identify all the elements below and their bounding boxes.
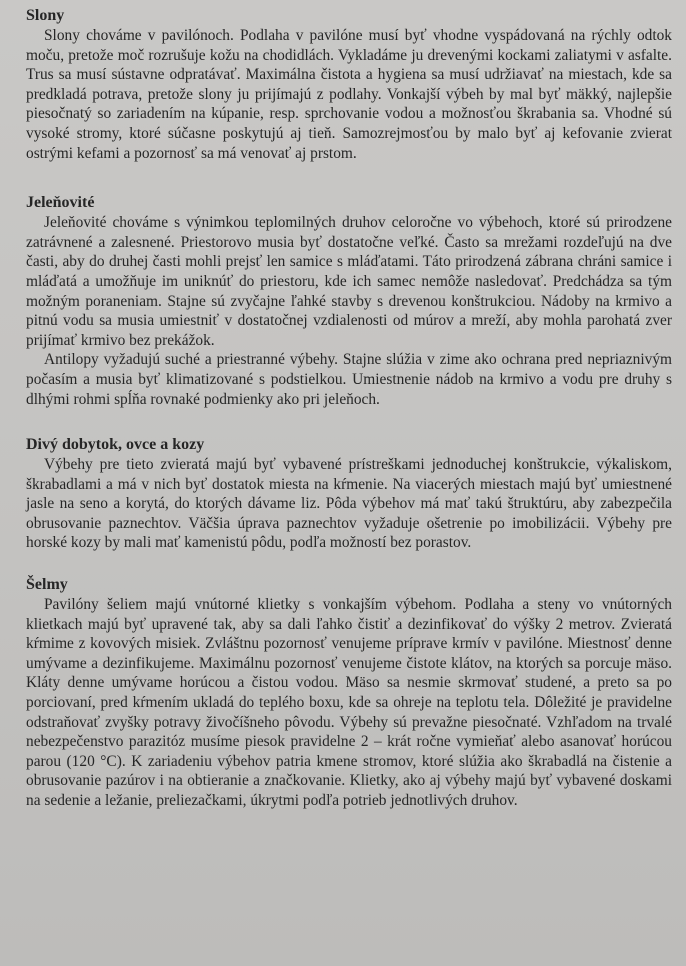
section-divy-dobytok — [26, 435, 672, 553]
paragraph: Slony chováme v pavilónoch. Podlaha v pavilóne musí byť vhodne vyspádovaná na rýchly odtok moču, pretože moč rozrušuje kožu na chodidlách. Vykladáme ju drevenými kockami zaliatymi v asfalte. Trus sa musí sústavne odpratávať. Maximálna čistota a hygiena sa musí udržiavať na miestach, kde sa predkladá potrava, pretože slony ju prijímajú z podlahy. Vonkajší výbeh by mal byť mäkký, najlepšie piesočnatý so zariadením na kúpanie, resp. sprchovanie vodou a možnosťou škrabania sa. Vhodné sú vysoké stromy, ktoré súčasne poskytujú aj tieň. Samozrejmosťou by malo byť aj kefovanie zvierat ostrými kefami a pozornosť sa má venovať aj prstom. — [26, 27, 672, 162]
section-slony — [26, 6, 672, 163]
section-heading: Jeleňovité — [26, 194, 95, 212]
paragraph: Antilopy vyžadujú suché a priestranné výbehy. Stajne slúžia v zime ako ochrana pred nepriaznivým počasím a musia byť klimatizované s podstielkou. Umiestnenie nádob na krmivo a vodu pre druhy s dlhými rohmi spĺňa rovnaké podmienky ako pri jeleňoch. — [26, 351, 672, 408]
section-heading: Divý dobytok, ovce a kozy — [26, 436, 205, 454]
paragraph: Jeleňovité chováme s výnimkou teplomilných druhov celoročne vo výbehoch, ktoré sú prirodzene zatrávnené a zalesnené. Priestorovo musia byť dostatočne veľké. Často sa mrežami rozdeľujú na dve časti, aby do druhej časti mohli prejsť len samice s mláďatami. Táto prirodzená zábrana chráni samice i mláďatá a umožňuje im uniknúť do priestoru, kde ich samec nemôže nasledovať. Predchádza sa tým možným poraneniam. Stajne sú zvyčajne ľahké stavby s drevenou konštrukciou. Nádoby na krmivo a pitnú vodu sa musia umiestniť v dostatočnej vzdialenosti od múrov a mreží, aby mohla parohatá zver prijímať krmivo bez prekážok. — [26, 214, 672, 349]
section-heading: Šelmy — [26, 576, 68, 594]
section-selmy — [26, 575, 672, 811]
paragraph: Pavilóny šeliem majú vnútorné klietky s vonkajším výbehom. Podlaha a steny vo vnútorných klietkach majú byť upravené tak, aby sa dali ľahko čistiť a dezinfikovať do výšky 2 metrov. Zvieratá kŕmime z kovových misiek. Zvláštnu pozornosť venujeme príprave krmív v pavilóne. Miestnosť denne umývame a dezinfikujeme. Maximálnu pozornosť venujeme čistote klátov, na ktorých sa porcuje mäso. Kláty denne umývame horúcou a čistou vodou. Mäso sa nesmie skrmovať studené, a preto sa po porciovaní, pred kŕmením ukladá do teplého boxu, kde sa ohreje na teplotu tela. Dôležité je pravidelne odstraňovať zvyšky potravy živočíšneho pôvodu. Výbehy sú prevažne piesočnaté. Vzhľadom na trvalé nebezpečenstvo parazitóz musíme piesok pravidelne 2 – krát ročne vymieňať alebo asanovať horúcou parou (120 °C). K zariadeniu výbehov patria kmene stromov, ktoré slúžia ako škrabadlá na čistenie a obrusovanie pazúrov i na obtieranie a značkovanie. Klietky, ako aj výbehy majú byť vybavené doskami na sedenie a ležanie, preliezačkami, úkrytmi podľa potrieb jednotlivých druhov. — [26, 596, 672, 809]
section-jelenovite — [26, 193, 672, 409]
section-heading: Slony — [26, 7, 65, 24]
paragraph: Výbehy pre tieto zvieratá majú byť vybavené prístreškami jednoduchej konštrukcie, výkaliskom, škrabadlami a má v nich byť dostatok miesta na kŕmenie. Na viacerých miestach majú byť umiestnené jasle na seno a korytá, do ktorých dávame liz. Pôda výbehov má mať takú štruktúru, aby zabezpečila obrusovanie paznechtov. Väčšia úprava paznechtov vyžaduje ošetrenie po imobilizácii. Výbehy pre horské kozy by mali mať kamenistú pôdu, podľa možností bez porastov. — [26, 456, 672, 552]
